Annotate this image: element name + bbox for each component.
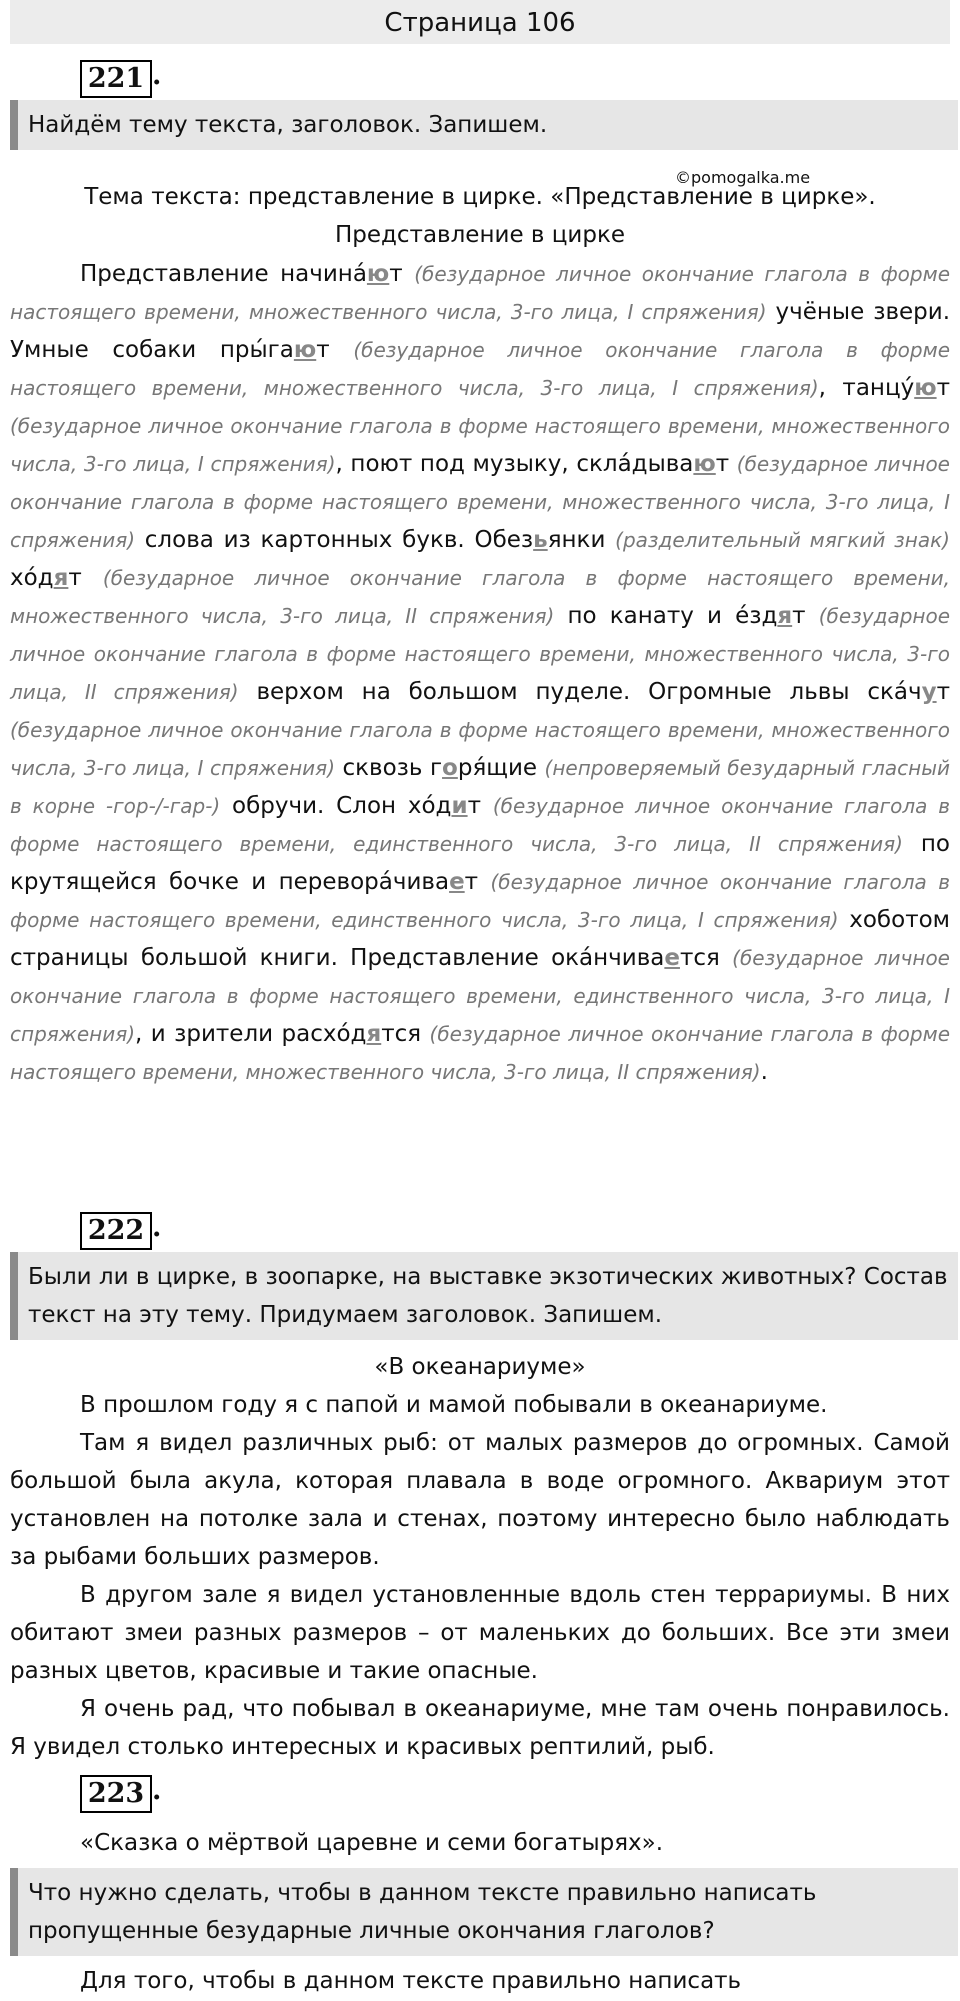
answer-text (10, 1962, 950, 2000)
task-222: Были ли в цирке, в зоопарке, на выставке экзотических животных? Состав текст на эту тему. Придумаем заголовок. Запишем. (10, 1252, 958, 1340)
topic-text: Тема текста: представление в цирке. «Представление в цирке». (84, 184, 876, 210)
number-dot: . (152, 60, 162, 91)
text-title: Представление в цирке (334, 222, 626, 248)
watermark: ©pomogalka.me (675, 168, 811, 187)
tale-title-block (10, 1824, 950, 1862)
page-title: Страница 106 (10, 0, 950, 44)
circus-text: Представление начина́ют (безударное личное окончание глагола в форме настоящего времени, множественного числа, 3-го лица, I спряжения) учёные звери. Умные собаки пры́гают (безударное личное окончание глагола в форме настоящего времени, множественного числа, 3-го лица, I спряжения), танцу́ют (безударное личное окончание глагола в форме настоящего времени, множественного числа, 3-го лица, I спряжения), поют под музыку, скла́дывают (безударное личное окончание глагола в форме настоящего времени, множественного числа, 3-го лица, I спряжения) слова из картонных букв. Обезьянки (разделительный мягкий знак) хо́дят (безударное личное окончание глагола в форме настоящего времени, множественного числа, 3-го лица, II спряжения) по канату и е́здят (безударное личное окончание глагола в форме настоящего времени, множественного числа, 3-го лица, II спряжения) верхом на большом пуделе. Огромные львы ска́чут (безударное личное окончание глагола в форме настоящего времени, множественного числа, 3-го лица, I спряжения) сквозь горя́щие (непроверяемый безударный гласный в корне -гор-/-гар-) обручи. Слон хо́дит (безударное личное окончание глагола в форме настоящего времени, единственного числа, 3-го лица, II спряжения) по крутящейся бочке и перевора́чивает (безударное личное окончание глагола в форме настоящего времени, единственного числа, 3-го лица, I спряжения) хоботом страницы большой книги. Представление ока́нчивается (безударное личное окончание глагола в форме настоящего времени, единственного числа, 3-го лица, I спряжения), и зрители расхо́дятся (безударное личное окончание глагола в форме настоящего времени, множественного числа, 3-го лица, II спряжения). (10, 261, 951, 1085)
essay-text (10, 1386, 950, 1766)
number-dot: . (152, 1775, 162, 1806)
paragraph: Я очень рад, что побывал в океанариуме, мне там очень понравилось. Я увидел столько интересных и красивых рептилий, рыб. (10, 1696, 950, 1760)
exercise-number-221: 221 (80, 60, 152, 98)
paragraph: В прошлом году я с папой и мамой побывали в океанариуме. (80, 1392, 828, 1418)
paragraph: Там я видел различных рыб: от малых размеров до огромных. Самой большой была акула, которая плавала в воде огромного. Аквариум этот установлен на потолке зала и стенах, поэтому интересно было наблюдать за рыбами больших размеров. (10, 1430, 950, 1570)
number-dot: . (152, 1212, 162, 1243)
exercise-number-222: 222 (80, 1212, 152, 1250)
paragraph: В другом зале я видел установленные вдоль стен террариумы. В них обитают змеи разных размеров – от маленьких до больших. Все эти змеи разных цветов, красивые и такие опасные. (10, 1582, 950, 1684)
exercise-number-223: 223 (80, 1775, 152, 1813)
task-223: Что нужно сделать, чтобы в данном тексте правильно написать пропущенные безударные личные окончания глаголов? (10, 1868, 958, 1956)
essay-title: «В океанариуме» (374, 1354, 586, 1380)
task-221: Найдём тему текста, заголовок. Запишем. (10, 100, 958, 150)
tale-title: «Сказка о мёртвой царевне и семи богатырях». (80, 1830, 664, 1856)
paragraph: Для того, чтобы в данном тексте правильно написать (80, 1968, 742, 1994)
